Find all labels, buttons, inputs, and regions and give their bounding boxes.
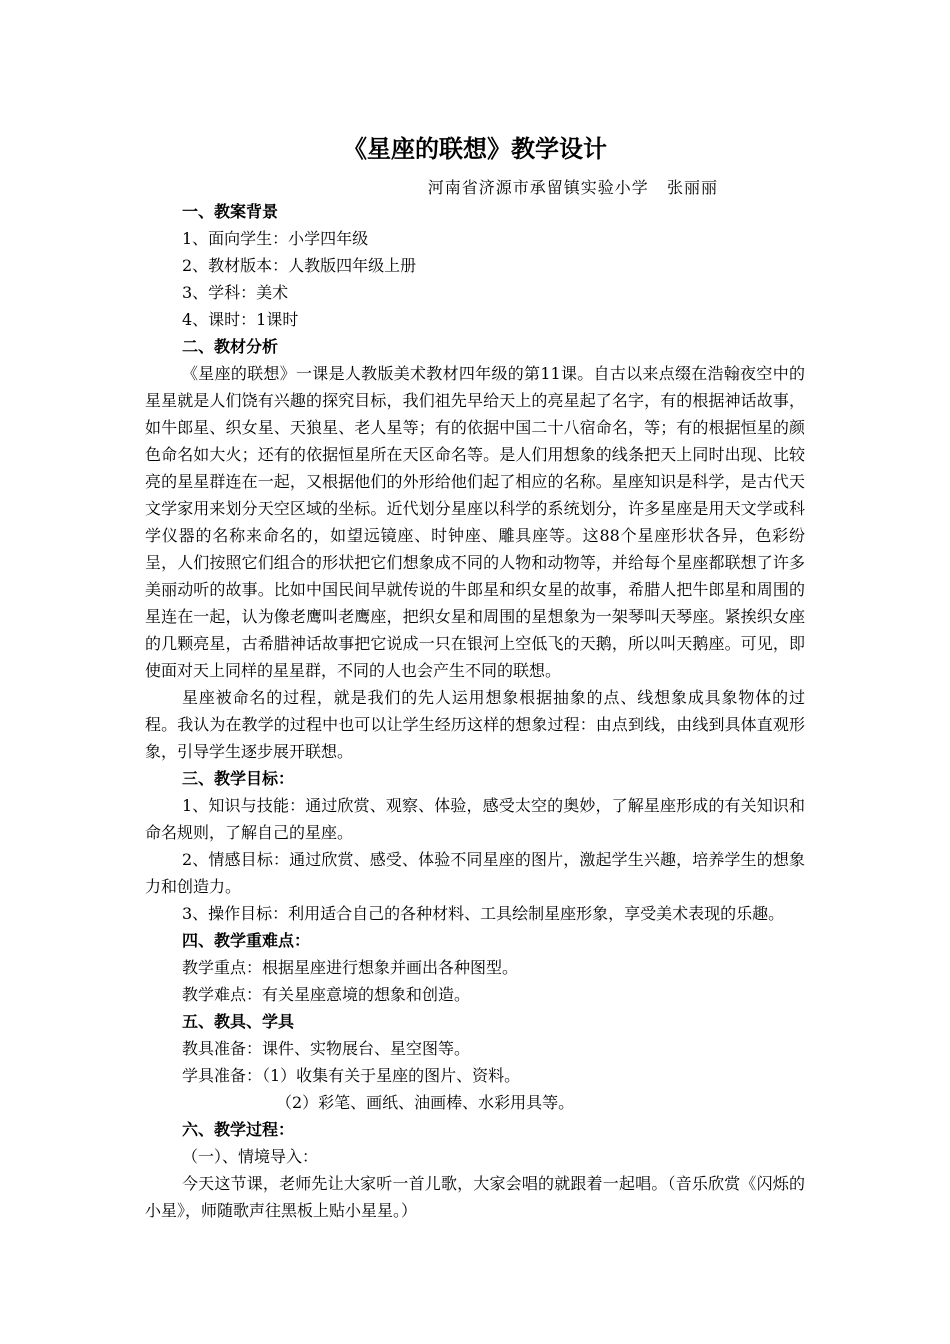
list-item: 4、课时：1课时 [182, 310, 299, 329]
paragraph: 今天这节课，老师先让大家听一首儿歌，大家会唱的就跟着一起唱。（音乐欣赏《闪烁的小星》，师随歌声往黑板上贴小星星。） [145, 1174, 805, 1220]
document-author: 河南省济源市承留镇实验小学 张丽丽 [427, 178, 718, 197]
list-item: 教具准备：课件、实物展台、星空图等。 [182, 1039, 471, 1058]
section-heading-materials: 五、教具、学具 [182, 1012, 295, 1031]
section-heading-key-points: 四、教学重难点： [182, 931, 311, 950]
paragraph: 1、知识与技能：通过欣赏、观察、体验，感受太空的奥妙，了解星座形成的有关知识和命名规则，了解自己的星座。 [145, 796, 805, 842]
section-heading-background: 一、教案背景 [182, 202, 279, 221]
list-item: 学具准备：（1）收集有关于星座的图片、资料。 [182, 1066, 521, 1085]
paragraph: 星座被命名的过程，就是我们的先人运用想象根据抽象的点、线想象成具象物体的过程。我认为在教学的过程中也可以让学生经历这样的想象过程：由点到线，由线到具体直观形象，引导学生逐步展开联想。 [145, 688, 805, 761]
list-item: 教学难点：有关星座意境的想象和创造。 [182, 985, 471, 1004]
section-heading-process: 六、教学过程： [182, 1120, 295, 1139]
paragraph: 2、情感目标：通过欣赏、感受、体验不同星座的图片，激起学生兴趣，培养学生的想象力和创造力。 [145, 850, 805, 896]
subsection-heading: （一）、情境导入： [182, 1147, 319, 1166]
list-item: （2）彩笔、画纸、油画棒、水彩用具等。 [276, 1093, 575, 1112]
paragraph: 3、操作目标：利用适合自己的各种材料、工具绘制星座形象，享受美术表现的乐趣。 [182, 904, 785, 923]
list-item: 1、面向学生：小学四年级 [182, 229, 369, 248]
section-heading-analysis: 二、教材分析 [182, 337, 279, 356]
paragraph: 《星座的联想》一课是人教版美术教材四年级的第11课。自古以来点缀在浩翰夜空中的星星就是人们饶有兴趣的探究目标，我们祖先早给天上的亮星起了名字，有的根据神话故事，如牛郎星、织女星、天狼星、老人星等；有的依据中国二十八宿命名，等；有的根据恒星的颜色命名如大火；还有的依据恒星所在天区命名等。是人们用想象的线条把天上同时出现、比较亮的星星群连在一起，又根据他们的外形给他们起了相应的名称。星座知识是科学，是古代天文学家用来划分天空区域的坐标。近代划分星座以科学的系统划分，许多星座是用天文学或科学仪器的名称来命名的，如望远镜座、时钟座、雕具座等。这88个星座形状各异，色彩纷呈，人们按照它们组合的形状把它们想象成不同的人物和动物等，并给每个星座都联想了许多美丽动听的故事。比如中国民间早就传说的牛郎星和织女星的故事，希腊人把牛郎星和周围的星连在一起，认为像老鹰叫老鹰座，把织女星和周围的星想象为一架琴叫天琴座。紧挨织女座的几颗亮星，古希腊神话故事把它说成一只在银河上空低飞的天鹅，所以叫天鹅座。可见，即使面对天上同样的星星群，不同的人也会产生不同的联想。 [145, 364, 805, 680]
list-item: 教学重点：根据星座进行想象并画出各种图型。 [182, 958, 519, 977]
list-item: 3、学科：美术 [182, 283, 289, 302]
section-heading-goals: 三、教学目标： [182, 769, 295, 788]
document-title: 《星座的联想》教学设计 [343, 135, 607, 163]
list-item: 2、教材版本：人教版四年级上册 [182, 256, 417, 275]
document-body [145, 198, 805, 1224]
